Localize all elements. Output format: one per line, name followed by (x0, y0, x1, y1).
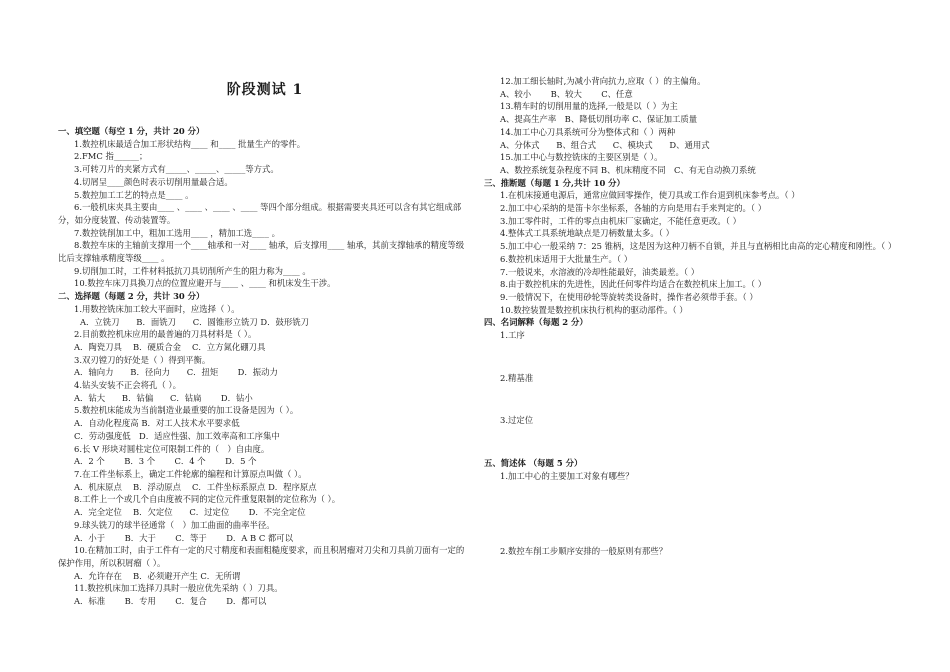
section-1-title: 一、填空题（每空 1 分，共计 20 分） (58, 126, 205, 136)
section-2-title: 二、选择题（每题 2 分，共计 30 分） (58, 291, 205, 302)
short-answer-question: 1.加工中心的主要加工对象有哪些？ (500, 470, 634, 481)
choice-question: 7.在工件坐标系上，确定工件轮廓的编程和计算原点叫做（ ）。 (74, 468, 307, 479)
judge-question: 9.一般情况下，在使用砂轮等旋转类设备时，操作者必须带手套。（ ） (500, 291, 758, 302)
choice-question: 15.加工中心与数控铣床的主要区别是（ ）。 (500, 152, 663, 163)
judge-question: 7.一般说来，水溶液的冷却性能最好，油类最差。（ ） (500, 266, 700, 277)
fill-question: 9.切削加工时，工件材料抵抗刀具切削所产生的阻力称为____ 。 (74, 265, 311, 276)
fill-question: 10.数控车床刀具换刀点的位置应避开与____ 、____ 和机床发生干涉。 (74, 278, 336, 289)
judge-question: 2.加工中心采纳的是笛卡尔坐标系，各轴的方向是用右手来判定的。（ ） (500, 203, 767, 214)
judge-question: 8.由于数控机床的先进性，因此任何零件均适合在数控机床上加工。（ ） (500, 279, 767, 290)
choice-options: A．自动化程度高 B．对工人技术水平要求低 (74, 418, 240, 429)
choice-options: A．立铣刀 B．面铣刀 C．圆锥形立铣刀 D．鼓形铣刀 (80, 316, 309, 327)
choice-options: A、提高生产率 B、降低切削功率 C、保证加工质量 (500, 114, 698, 125)
section-5-title: 五、简述体 （每题 5 分） (484, 458, 583, 469)
choice-options: A．2 个 B．3 个 C．4 个 D．5 个 (74, 456, 257, 467)
choice-question: 14.加工中心刀具系统可分为整体式和（ ）两种 (500, 126, 676, 137)
judge-question: 3.加工零件时，工件的零点由机床厂家确定，不能任意更改。（ ） (500, 215, 741, 226)
fill-question: 1.数控机床最适合加工形状结构____ 和____ 批量生产的零件。 (74, 138, 306, 149)
judge-question: 6.数控机床适用于大批量生产。（ ） (500, 253, 633, 264)
fill-question: 2.FMC 指______； (74, 151, 148, 162)
judge-question: 4.整体式工具系统地缺点是刀柄数量太多。（ ） (500, 228, 674, 239)
choice-options: A．轴向力 B．径向力 C．扭矩 D．振动力 (74, 367, 278, 378)
choice-question: 2.目前数控机床应用的最普遍的刀具材料是（ ）。 (74, 329, 257, 340)
page-title: 阶段测试 1 (226, 82, 304, 98)
choice-options: A、较小 B、较大 C、任意 (500, 88, 633, 99)
choice-question: 1.用数控铣床加工较大平面时，应选择（ ）。 (74, 303, 240, 314)
choice-options: A．允许存在 B．必须避开产生 C．无所谓 (74, 570, 241, 581)
judge-question: 1.在机床接通电源后，通常应做回零操作，使刀具或工作台退到机床参考点。（ ） (500, 190, 800, 201)
short-answer-question: 2.数控车削工步顺序安排的一般原则有那些？ (500, 545, 668, 556)
right-column (484, 0, 904, 557)
choice-question: 8.工件上一个或几个自由度被不同的定位元件重复限制的定位称为（ ）。 (74, 494, 341, 505)
choice-options: A．陶瓷刀具 B．硬质合金 C．立方氮化硼刀具 (74, 341, 266, 352)
fill-question: 4.切屑呈____颜色时表示切削用量最合适。 (74, 176, 233, 187)
fill-question: 8.数控车床的主轴前支撑用一个____轴承和一对____ 轴承，后支撑用____ 轴承，其前支撑轴承的精度等级比后支撑轴承精度等级____ 。 (58, 240, 465, 264)
choice-question: 9.球头铣刀的球半径通常（ ）加工曲面的曲率半径。 (74, 519, 275, 530)
term-question: 3.过定位 (500, 415, 534, 426)
term-question: 2.精基准 (500, 372, 534, 383)
choice-question: 10.在精加工时，由于工件有一定的尺寸精度和表面粗糙度要求，而且积屑瘤对刀尖和刀具前刀面有一定的保护作用，所以积屑瘤（ ）。 (58, 545, 465, 568)
choice-question: 4.钻头安装不正会将孔（ ）。 (74, 380, 181, 391)
section-3-title: 三、推断题（每题 1 分,共计 10 分） (484, 177, 625, 188)
fill-question: 5.数控加工工艺的特点是____ 。 (74, 189, 194, 200)
judge-question: 5.加工中心一般采纳 7：25 锥柄，这是因为这种刀柄不自锁，并且与直柄相比由高的定心精度和刚性。（ ） (500, 241, 897, 252)
choice-options: A．小于 B．大于 C．等于 D．A B C 都可以 (74, 532, 294, 543)
choice-options: A、数控系统复杂程度不同 B、机床精度不同 C、有无自动换刀系统 (500, 164, 756, 175)
left-column (58, 0, 472, 608)
fill-question: 3.可转刀片的夹紧方式有_____、_____、_____等方式。 (74, 164, 279, 175)
choice-options: A．钻大 B．钻偏 C．钻扁 D．钻小 (74, 392, 253, 403)
choice-question: 5.数控机床能成为当前制造业最重要的加工设备是因为（ ）。 (74, 405, 299, 416)
judge-question: 10.数控装置是数控机床执行机构的驱动部件。（ ） (500, 304, 688, 315)
choice-options: A、分体式 B、组合式 C、模块式 D、通用式 (500, 139, 710, 150)
choice-question: 6.长 V 形块对圆柱定位可限制工件的（ ）自由度。 (74, 443, 270, 454)
term-question: 1.工序 (500, 330, 525, 341)
choice-question: 11.数控机床加工选择刀具时一般应优先采纳（ ）刀具。 (74, 583, 283, 594)
fill-question: 7.数控铣削加工中，粗加工选用____ ，精加工选____ 。 (74, 227, 280, 238)
choice-question: 12.加工细长轴时,为减小背向抗力,应取（ ）的主偏角。 (500, 76, 706, 86)
choice-question: 3.双刃镗刀的好处是（ ）得到平衡。 (74, 354, 211, 365)
choice-options: C．劳动强度低 D．适应性强、加工效率高和工序集中 (74, 430, 280, 441)
choice-options: A．标准 B．专用 C．复合 D．都可以 (74, 596, 267, 607)
choice-question: 13.精车时的切削用量的选择,一般是以（ ）为主 (500, 101, 678, 112)
choice-options: A．机床原点 B．浮动原点 C．工件坐标系原点 D．程序原点 (74, 481, 317, 492)
section-4-title: 四、名词解释（每题 2 分） (484, 317, 588, 328)
choice-options: A．完全定位 B．欠定位 C．过定位 D．不完全定位 (74, 507, 306, 518)
fill-question: 6.一般机床夹具主要由____ 、____ 、____ 、____ 等四个部分组成。根据需要夹具还可以含有其它组成部分，如分度装置、传动装置等。 (58, 202, 462, 225)
